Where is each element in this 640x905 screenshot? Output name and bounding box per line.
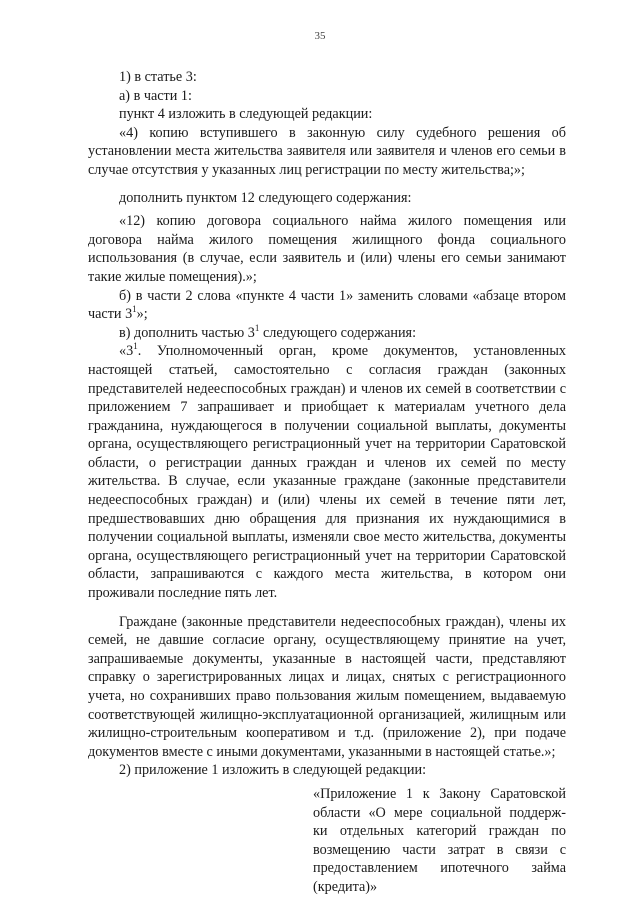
document-body	[88, 68, 566, 897]
superscript: 1	[133, 341, 138, 352]
appendix-line: возмещению части затрат в связи с	[313, 841, 566, 858]
paragraph-item-12-text: «12) копию договора социального найма жилого помещения или договора найма жилого помещения жилищного фонда социального использования (в случае, если заявитель и (или) члены его семьи занимают такие жилые помещения).»;	[88, 213, 566, 285]
paragraph-part-1: а) в части 1:	[119, 87, 192, 104]
page-number: 35	[314, 30, 326, 42]
superscript: 1	[254, 322, 260, 333]
superscript: 1	[132, 304, 137, 315]
paragraph-part-2: б) в части 2 слова «пункте 4 части 1» заменить словами «абзаце втором части $3^1$»;	[88, 287, 566, 323]
paragraph-part-3-1-intro: в) дополнить частью $3^1$ следующего содержания:	[119, 322, 417, 341]
paragraph-citizens: Граждане (законные представители недееспособных граждан), члены их семей, не давшие согласие органу, осуществляющему принятие на учет, запрашиваемые документы, указанные в настоящей части, представляют справку о зарегистрированных лицах и лицах, снятых с регистрационного учета, но сохранивших право пользования жилым помещением, выдаваемую соответствующей жилищно-эксплуатационной организацией, жилищным или жилищно-строительным кооперативом и т.д. (приложение 2), при подаче документов вместе с иными документами, указанными в настоящей статье.»;	[88, 613, 566, 760]
appendix-heading	[313, 785, 566, 897]
paragraph-item-4-intro: пункт 4 изложить в следующей редакции:	[119, 106, 373, 123]
paragraph-appendix-1-intro: 2) приложение 1 изложить в следующей редакции:	[119, 762, 427, 779]
appendix-line: области «О мере социальной поддерж-	[313, 804, 566, 821]
paragraph-item-4-text: «4) копию вступившего в законную силу судебного решения об установлении места жительства заявителя или заявителя и членов его семьи в случае отсутствия у указанных лиц регистрации по месту жительства;»;	[88, 124, 566, 178]
appendix-line: предоставлением ипотечного займа	[313, 860, 566, 877]
appendix-line: «Приложение 1 к Закону Саратовской	[313, 785, 566, 802]
paragraph-item-12-intro: дополнить пунктом 12 следующего содержания:	[119, 189, 412, 206]
appendix-line: ки отдельных категорий граждан по	[313, 823, 566, 840]
paragraph-part-3-1-text: «$3^1$. Уполномоченный орган, кроме документов, установленных настоящей статьей, самостоятельно с согласия граждан (законных представителей недееспособных граждан) и членов их семей в соответствии с приложением 7 запрашивает и приобщает к материалам учетного дела гражданина, нуждающегося в получении социальной выплаты, документы органа, осуществляющего регистрационный учет на территории Саратовской области, о регистрации данных граждан и членов их семей по месту жительства. В случае, если указанные граждане (законные представители недееспособных граждан) и (или) члены их семей в течение пяти лет, предшествовавших дню обращения для признания их нуждающимися в получении социальной выплаты, изменяли свое место жительства, документы органа, осуществляющего регистрационный учет на территории Саратовской области, запрашиваются с каждого места жительства, в котором они проживали последние пять лет.	[88, 341, 566, 602]
appendix-line: (кредита)»	[313, 878, 378, 895]
paragraph-article-3: 1) в статье 3:	[119, 69, 197, 85]
